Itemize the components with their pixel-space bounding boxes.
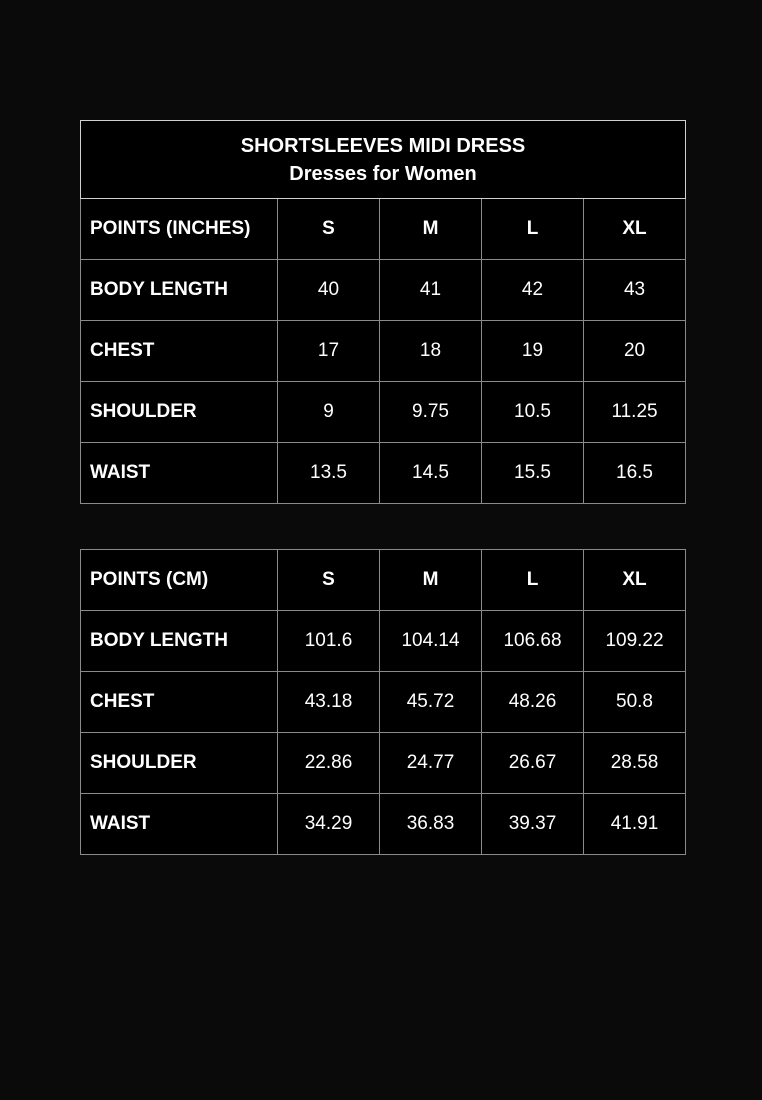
value-cell: 18 — [380, 321, 482, 382]
size-chart-inches — [80, 120, 686, 504]
value-cell: 41.91 — [584, 794, 686, 855]
value-cell: 106.68 — [482, 611, 584, 672]
value-cell: 24.77 — [380, 733, 482, 794]
row-label: CHEST — [81, 672, 278, 733]
value-cell: 11.25 — [584, 382, 686, 443]
value-cell: 43.18 — [278, 672, 380, 733]
size-header-l: L — [482, 550, 584, 611]
table-row — [81, 733, 686, 794]
header-row — [81, 199, 686, 260]
value-cell: 104.14 — [380, 611, 482, 672]
header-row — [81, 550, 686, 611]
value-cell: 40 — [278, 260, 380, 321]
table-row — [81, 672, 686, 733]
value-cell: 20 — [584, 321, 686, 382]
value-cell: 17 — [278, 321, 380, 382]
value-cell: 22.86 — [278, 733, 380, 794]
row-label: BODY LENGTH — [81, 611, 278, 672]
value-cell: 9.75 — [380, 382, 482, 443]
value-cell: 28.58 — [584, 733, 686, 794]
points-header: POINTS (INCHES) — [81, 199, 278, 260]
size-header-xl: XL — [584, 550, 686, 611]
value-cell: 101.6 — [278, 611, 380, 672]
value-cell: 10.5 — [482, 382, 584, 443]
size-header-m: M — [380, 199, 482, 260]
product-title: SHORTSLEEVES MIDI DRESS — [240, 134, 526, 157]
table-row — [81, 260, 686, 321]
row-label: BODY LENGTH — [81, 260, 278, 321]
product-subtitle: Dresses for Women — [289, 162, 477, 185]
table-row — [81, 382, 686, 443]
table-row — [81, 321, 686, 382]
row-label: SHOULDER — [81, 733, 278, 794]
value-cell: 39.37 — [482, 794, 584, 855]
size-header-l: L — [482, 199, 584, 260]
value-cell: 19 — [482, 321, 584, 382]
row-label: CHEST — [81, 321, 278, 382]
value-cell: 15.5 — [482, 443, 584, 504]
value-cell: 41 — [380, 260, 482, 321]
title-row — [81, 121, 686, 199]
value-cell: 26.67 — [482, 733, 584, 794]
value-cell: 9 — [278, 382, 380, 443]
value-cell: 45.72 — [380, 672, 482, 733]
table-row — [81, 443, 686, 504]
size-header-xl: XL — [584, 199, 686, 260]
size-header-m: M — [380, 550, 482, 611]
value-cell: 14.5 — [380, 443, 482, 504]
size-header-s: S — [278, 199, 380, 260]
size-header-s: S — [278, 550, 380, 611]
value-cell: 109.22 — [584, 611, 686, 672]
points-header: POINTS (CM) — [81, 550, 278, 611]
title-cell — [81, 121, 686, 199]
value-cell: 36.83 — [380, 794, 482, 855]
size-chart-cm — [80, 549, 686, 855]
value-cell: 34.29 — [278, 794, 380, 855]
value-cell: 13.5 — [278, 443, 380, 504]
value-cell: 48.26 — [482, 672, 584, 733]
value-cell: 16.5 — [584, 443, 686, 504]
value-cell: 42 — [482, 260, 584, 321]
row-label: WAIST — [81, 443, 278, 504]
value-cell: 50.8 — [584, 672, 686, 733]
table-row — [81, 611, 686, 672]
row-label: SHOULDER — [81, 382, 278, 443]
table-row — [81, 794, 686, 855]
row-label: WAIST — [81, 794, 278, 855]
value-cell: 43 — [584, 260, 686, 321]
